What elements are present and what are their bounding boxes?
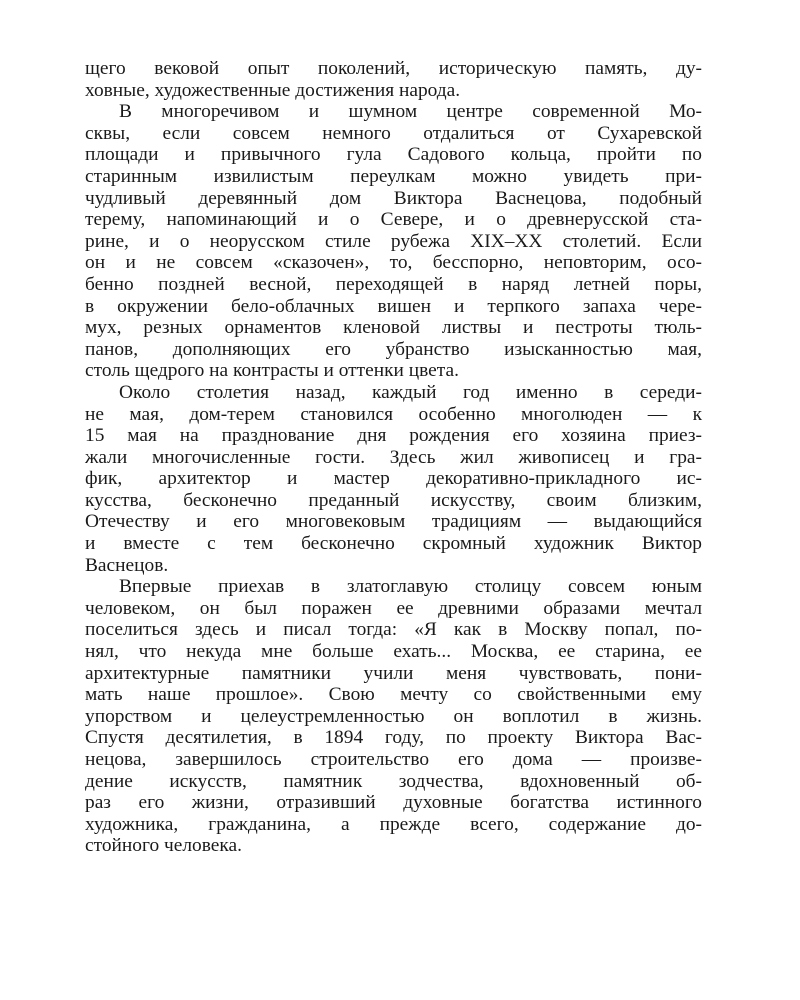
text-line: В многоречивом и шумном центре современной Мо- xyxy=(119,101,702,123)
text-line: архитектурные памятники учили меня чувствовать, пони- xyxy=(85,662,702,684)
text-line: нецова, завершилось строительство его дома — произве- xyxy=(85,749,702,770)
text-line: площади и привычного гула Садового кольца, пройти по xyxy=(85,144,702,166)
text-line: и вместе с тем бесконечно скромный художник Виктор xyxy=(85,533,702,555)
text-line: старинным извилистым переулкам можно увидеть при- xyxy=(85,165,702,187)
text-line: Спустя десятилетия, в 1894 году, по проекту Виктора Вас- xyxy=(85,727,702,749)
text-line: мать наше прошлое». Свою мечту со свойственными ему xyxy=(85,684,702,706)
text-line: мух, резных орнаментов кленовой листвы и пестроты тюль- xyxy=(85,317,702,339)
text-line: не мая, дом-терем становился особенно многолюден — к xyxy=(85,403,702,425)
text-line: художника, гражданина, а прежде всего, содержание до- xyxy=(85,813,702,835)
text-line: человеком, он был поражен ее древними образами мечтал xyxy=(85,597,702,619)
text-line: столь щедрого на контрасты и оттенки цвета. xyxy=(85,360,459,382)
text-line: щего вековой опыт поколений, историческую память, ду- xyxy=(85,58,702,79)
paragraph-3 xyxy=(85,382,702,576)
text-line: Васнецов. xyxy=(85,554,169,576)
text-line: жали многочисленные гости. Здесь жил живописец и гра- xyxy=(85,446,702,468)
text-line: кусства, бесконечно преданный искусству, своим близким, xyxy=(85,489,702,511)
text-line: 15 мая на празднование дня рождения его хозяина приез- xyxy=(85,425,702,447)
text-line: раз его жизни, отразивший духовные богатства истинного xyxy=(85,792,702,814)
text-line: терему, напоминающий и о Севере, и о древнерусской ста- xyxy=(85,209,702,231)
paragraph-2 xyxy=(85,101,702,382)
text-line: Впервые приехав в златоглавую столицу совсем юным xyxy=(119,576,702,598)
text-line: упорством и целеустремленностью он воплотил в жизнь. xyxy=(85,705,702,727)
text-line: он и не совсем «сказочен», то, бесспорно, неповторим, осо- xyxy=(85,252,702,274)
text-line: рине, и о неорусском стиле рубежа XIX–XX столетий. Если xyxy=(85,230,702,252)
text-line: нял, что некуда мне больше ехать... Москва, ее старина, ее xyxy=(85,641,702,663)
text-line: сквы, если совсем немного отдалиться от Сухаревской xyxy=(85,122,702,144)
text-line: дение искусств, памятник зодчества, вдохновенный об- xyxy=(85,770,702,792)
text-line: панов, дополняющих его убранство изысканностью мая, xyxy=(85,338,702,360)
text-line: в окружении бело-облачных вишен и терпкого запаха чере- xyxy=(85,295,702,317)
text-line: поселиться здесь и писал тогда: «Я как в Москву попал, по- xyxy=(85,619,702,641)
text-line: ховные, художественные достижения народа. xyxy=(85,79,461,101)
paragraph-1 xyxy=(85,58,702,101)
text-line: бенно поздней весной, переходящей в наряд летней поры, xyxy=(85,273,702,295)
paragraph-4 xyxy=(85,576,702,857)
text-line: Отечеству и его многовековым традициям — выдающийся xyxy=(85,511,702,533)
text-line: Около столетия назад, каждый год именно в середи- xyxy=(119,381,702,403)
text-line: чудливый деревянный дом Виктора Васнецова, подобный xyxy=(85,187,702,209)
text-line: фик, архитектор и мастер декоративно-прикладного ис- xyxy=(85,468,702,490)
text-line: стойного человека. xyxy=(85,835,242,857)
document-body xyxy=(85,58,702,857)
